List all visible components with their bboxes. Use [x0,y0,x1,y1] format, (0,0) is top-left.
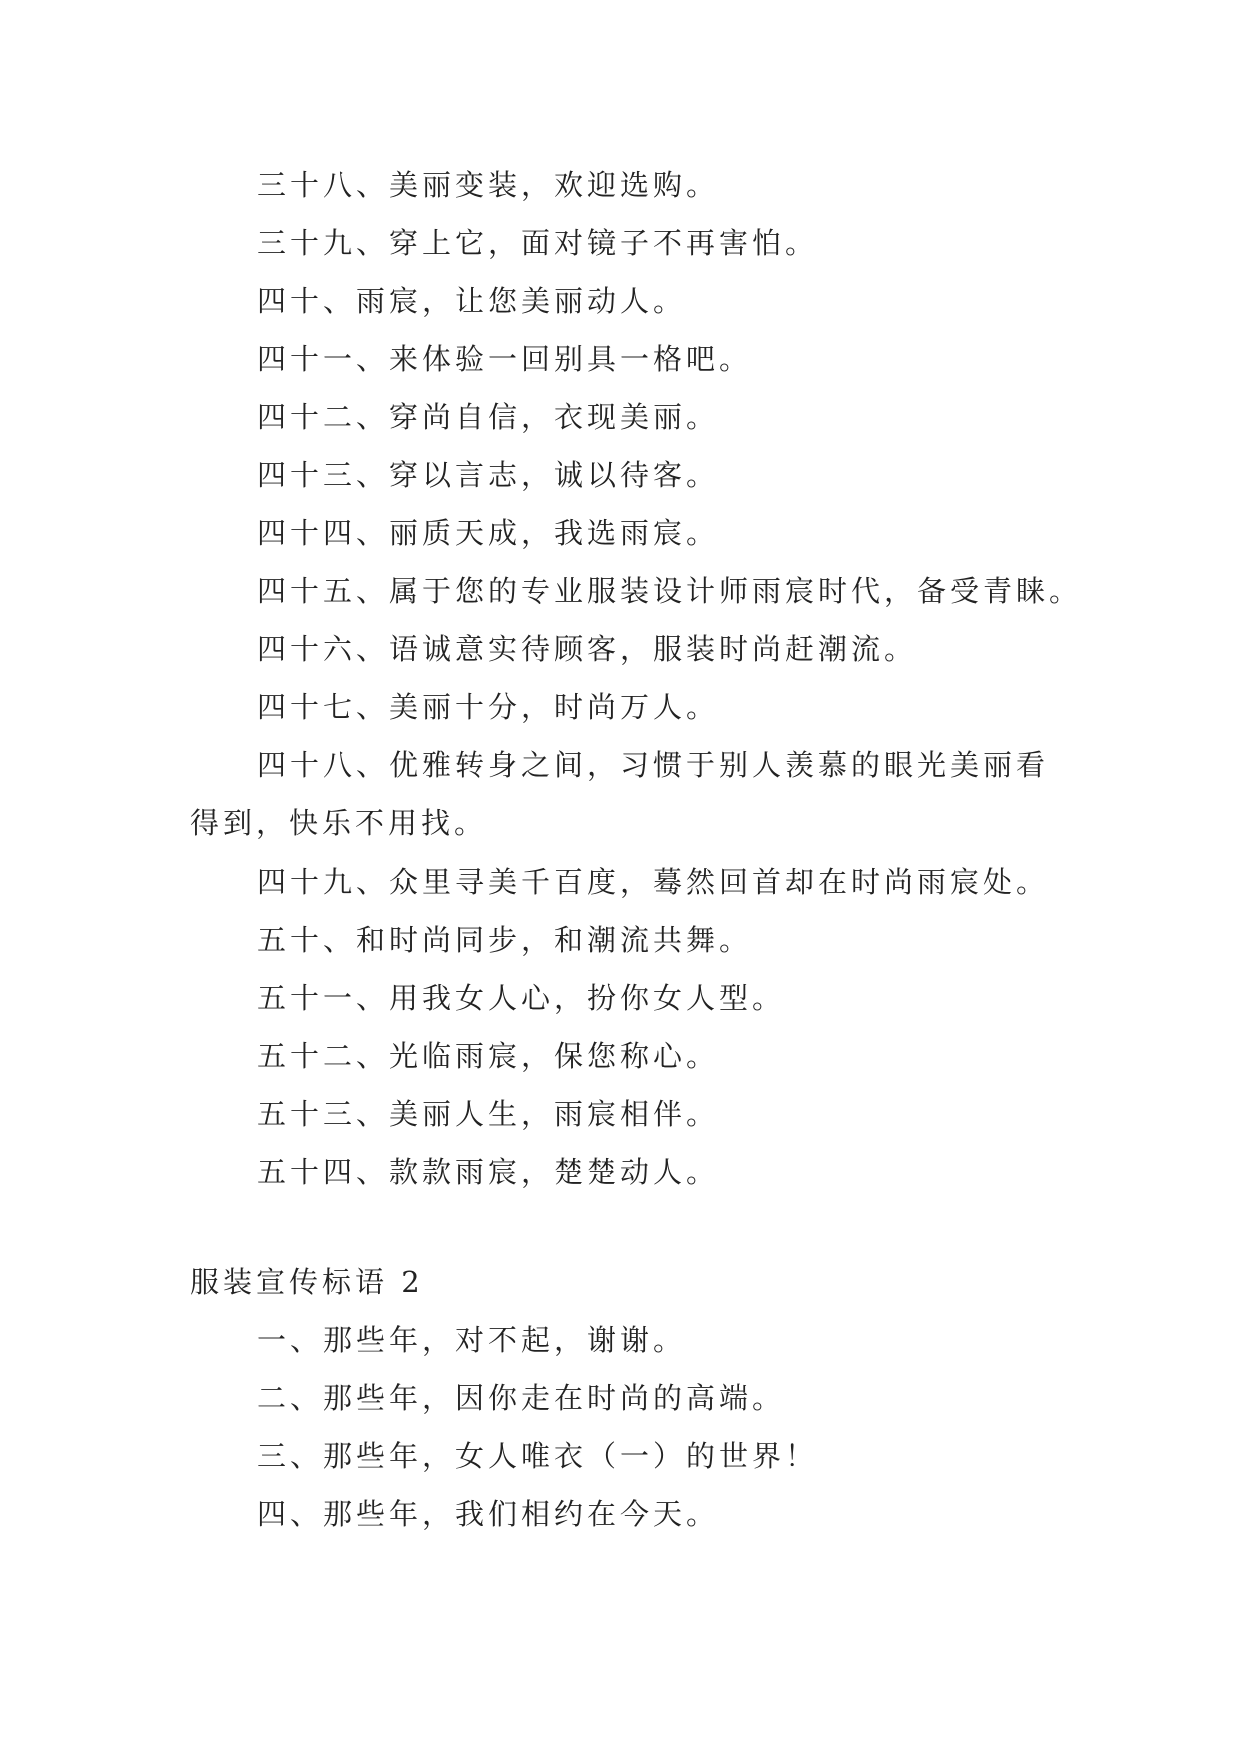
slogan-line: 二、那些年，因你走在时尚的高端。 [257,1381,786,1415]
slogan-line: 四十四、丽质天成，我选雨宸。 [257,516,720,550]
slogan-line: 五十二、光临雨宸，保您称心。 [257,1039,720,1073]
slogan-line: 五十四、款款雨宸，楚楚动人。 [257,1155,720,1189]
slogan-line: 四十九、众里寻美千百度，蓦然回首却在时尚雨宸处。 [257,865,1050,899]
slogan-line: 一、那些年，对不起，谢谢。 [257,1323,687,1357]
slogan-line: 四十七、美丽十分，时尚万人。 [257,690,720,724]
section-heading: 服装宣传标语 2 [190,1265,424,1299]
slogan-line: 五十三、美丽人生，雨宸相伴。 [257,1097,720,1131]
slogan-line: 四十六、语诚意实待顾客，服装时尚赶潮流。 [257,632,918,666]
slogan-line: 四十三、穿以言志，诚以待客。 [257,458,720,492]
slogan-line: 四十八、优雅转身之间，习惯于别人羡慕的眼光美丽看 [257,748,1050,782]
slogan-line: 四十、雨宸，让您美丽动人。 [257,284,687,318]
slogan-line: 三十九、穿上它，面对镜子不再害怕。 [257,226,819,260]
slogan-line: 四十五、属于您的专业服装设计师雨宸时代，备受青睐。 [257,574,1083,608]
slogan-line: 四十二、穿尚自信，衣现美丽。 [257,400,720,434]
slogan-line: 五十一、用我女人心，扮你女人型。 [257,981,786,1015]
slogan-line: 四、那些年，我们相约在今天。 [257,1497,720,1531]
slogan-line: 三十八、美丽变装，欢迎选购。 [257,168,720,202]
slogan-line-continuation: 得到，快乐不用找。 [190,806,488,840]
slogan-line: 三、那些年，女人唯衣（一）的世界！ [257,1439,819,1473]
slogan-line: 四十一、来体验一回别具一格吧。 [257,342,753,376]
slogan-line: 五十、和时尚同步，和潮流共舞。 [257,923,753,957]
